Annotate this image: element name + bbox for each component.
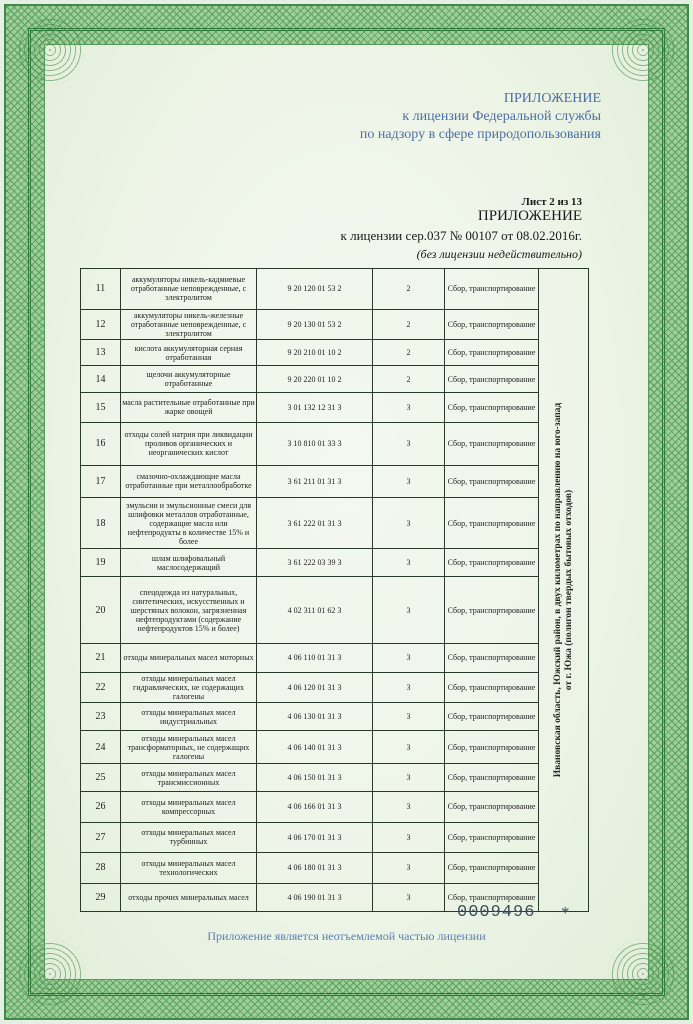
- waste-name: кислота аккумуляторная серная отработанная: [121, 339, 257, 365]
- footer-note: Приложение является неотъемлемой частью лицензии: [207, 929, 486, 943]
- row-number: 21: [81, 644, 121, 672]
- table-row: [81, 731, 589, 763]
- row-number: 17: [81, 465, 121, 497]
- table-row: [81, 792, 589, 822]
- row-number: 16: [81, 423, 121, 466]
- table-row: [81, 423, 589, 466]
- header-subtitle-2: по надзору в сфере природопользования: [359, 127, 601, 142]
- waste-code: 3 61 222 01 31 3: [257, 498, 373, 549]
- activity-type: Сбор, транспортирование: [445, 309, 539, 339]
- activity-type: Сбор, транспортирование: [445, 672, 539, 702]
- hazard-class: 2: [373, 366, 445, 392]
- waste-name: отходы минеральных масел технологических: [121, 853, 257, 883]
- activity-type: Сбор, транспортирование: [445, 269, 539, 310]
- license-reference: к лицензии сер.037 № 00107 от 08.02.2016г.: [340, 228, 582, 243]
- hazard-class: 3: [373, 703, 445, 731]
- waste-name: отходы минеральных масел моторных: [121, 644, 257, 672]
- table-row: [81, 269, 589, 310]
- waste-name: отходы солей натрия при ликвидации проливов органических и неорганических кислот: [121, 423, 257, 466]
- waste-name: масла растительные отработанные при жарке овощей: [121, 392, 257, 422]
- location-cell: [539, 269, 589, 912]
- waste-name: отходы минеральных масел турбинных: [121, 822, 257, 852]
- waste-name: отходы минеральных масел трансформаторных, не содержащих галогены: [121, 731, 257, 763]
- corner-rosette: [608, 15, 678, 85]
- waste-code: 3 61 222 03 39 3: [257, 548, 373, 576]
- row-number: 14: [81, 366, 121, 392]
- activity-type: Сбор, транспортирование: [445, 763, 539, 791]
- waste-name: смазочно-охлаждающие масла отработанные при металлообработке: [121, 465, 257, 497]
- row-number: 22: [81, 672, 121, 702]
- activity-type: Сбор, транспортирование: [445, 703, 539, 731]
- appendix-title: ПРИЛОЖЕНИЕ: [477, 208, 582, 224]
- waste-name: отходы минеральных масел трансмиссионных: [121, 763, 257, 791]
- row-number: 27: [81, 822, 121, 852]
- waste-name: спецодежда из натуральных, синтетических, искусственных и шерстяных волокон, загрязненная нефтепродуктами (содержание нефтепродуктов 15% и более): [121, 577, 257, 644]
- row-number: 25: [81, 763, 121, 791]
- waste-code: 9 20 120 01 53 2: [257, 269, 373, 310]
- hazard-class: 3: [373, 392, 445, 422]
- waste-name: эмульсии и эмульсионные смеси для шлифовки металлов отработанные, содержащие масла или нефтепродукты в количестве 15% и более: [121, 498, 257, 549]
- activity-type: Сбор, транспортирование: [445, 465, 539, 497]
- printed-header: [360, 90, 601, 144]
- hazard-class: 3: [373, 853, 445, 883]
- row-number: 12: [81, 309, 121, 339]
- location-text: Ивановская область, Южский район, в двух километрах по направлению на юго-запад от г. Южа (полигон твердых бытовых отходов): [552, 402, 574, 778]
- activity-type: Сбор, транспортирование: [445, 792, 539, 822]
- activity-type: Сбор, транспортирование: [445, 366, 539, 392]
- row-number: 15: [81, 392, 121, 422]
- waste-code: 9 20 210 01 10 2: [257, 339, 373, 365]
- waste-code: 4 06 140 01 31 3: [257, 731, 373, 763]
- waste-code: 4 06 170 01 31 3: [257, 822, 373, 852]
- table-row: [81, 822, 589, 852]
- sheet-number: Лист 2 из 13: [521, 196, 582, 208]
- table-row: [81, 498, 589, 549]
- waste-code: 3 10 810 01 33 3: [257, 423, 373, 466]
- waste-name: шлам шлифовальный маслосодержащий: [121, 548, 257, 576]
- hazard-class: 3: [373, 577, 445, 644]
- table-row: [81, 465, 589, 497]
- waste-name: аккумуляторы никель-кадмиевые отработанные неповрежденные, с электролитом: [121, 269, 257, 310]
- waste-name: щелочи аккумуляторные отработанные: [121, 366, 257, 392]
- corner-rosette: [15, 939, 85, 1009]
- table-row: [81, 644, 589, 672]
- waste-name: отходы минеральных масел гидравлических, не содержащих галогены: [121, 672, 257, 702]
- waste-code: 4 06 166 01 31 3: [257, 792, 373, 822]
- waste-code: 4 06 190 01 31 3: [257, 883, 373, 912]
- activity-type: Сбор, транспортирование: [445, 822, 539, 852]
- activity-type: Сбор, транспортирование: [445, 498, 539, 549]
- row-number: 13: [81, 339, 121, 365]
- table-row: [81, 703, 589, 731]
- waste-code: 4 06 130 01 31 3: [257, 703, 373, 731]
- waste-name: аккумуляторы никель-железные отработанные неповрежденные, с электролитом: [121, 309, 257, 339]
- activity-type: Сбор, транспортирование: [445, 853, 539, 883]
- row-number: 20: [81, 577, 121, 644]
- table-row: [81, 853, 589, 883]
- serial-mark: *: [561, 903, 570, 922]
- row-number: 23: [81, 703, 121, 731]
- activity-type: Сбор, транспортирование: [445, 548, 539, 576]
- hazard-class: 2: [373, 309, 445, 339]
- activity-type: Сбор, транспортирование: [445, 577, 539, 644]
- header-title: ПРИЛОЖЕНИЕ: [503, 91, 601, 106]
- table-row: [81, 366, 589, 392]
- table-row: [81, 392, 589, 422]
- hazard-class: 3: [373, 822, 445, 852]
- waste-code: 3 01 132 12 31 3: [257, 392, 373, 422]
- corner-rosette: [608, 939, 678, 1009]
- form-serial-number: 0009496: [457, 903, 536, 922]
- row-number: 26: [81, 792, 121, 822]
- table-row: [81, 763, 589, 791]
- hazard-class: 3: [373, 763, 445, 791]
- waste-name: отходы прочих минеральных масел: [121, 883, 257, 912]
- waste-code: 4 06 180 01 31 3: [257, 853, 373, 883]
- hazard-class: 3: [373, 548, 445, 576]
- hazard-class: 3: [373, 423, 445, 466]
- waste-table-body: [81, 269, 589, 912]
- hazard-class: 3: [373, 644, 445, 672]
- hazard-class: 3: [373, 792, 445, 822]
- table-row: [81, 672, 589, 702]
- waste-code: 4 06 120 01 31 3: [257, 672, 373, 702]
- activity-type: Сбор, транспортирование: [445, 339, 539, 365]
- activity-type: Сбор, транспортирование: [445, 644, 539, 672]
- table-row: [81, 548, 589, 576]
- row-number: 24: [81, 731, 121, 763]
- activity-type: Сбор, транспортирование: [445, 883, 539, 912]
- table-row: [81, 339, 589, 365]
- row-number: 18: [81, 498, 121, 549]
- waste-code: 4 06 150 01 31 3: [257, 763, 373, 791]
- hazard-class: 3: [373, 672, 445, 702]
- hazard-class: 3: [373, 465, 445, 497]
- hazard-class: 2: [373, 269, 445, 310]
- row-number: 29: [81, 883, 121, 912]
- table-row: [81, 309, 589, 339]
- row-number: 19: [81, 548, 121, 576]
- waste-name: отходы минеральных масел компрессорных: [121, 792, 257, 822]
- row-number: 28: [81, 853, 121, 883]
- hazard-class: 3: [373, 731, 445, 763]
- activity-type: Сбор, транспортирование: [445, 731, 539, 763]
- hazard-class: 3: [373, 498, 445, 549]
- waste-code: 4 06 110 01 31 3: [257, 644, 373, 672]
- waste-name: отходы минеральных масел индустриальных: [121, 703, 257, 731]
- hazard-class: 2: [373, 339, 445, 365]
- activity-type: Сбор, транспортирование: [445, 392, 539, 422]
- waste-code: 3 61 211 01 31 3: [257, 465, 373, 497]
- table-row: [81, 577, 589, 644]
- waste-code: 9 20 220 01 10 2: [257, 366, 373, 392]
- waste-code: 9 20 130 01 53 2: [257, 309, 373, 339]
- hazard-class: 3: [373, 883, 445, 912]
- row-number: 11: [81, 269, 121, 310]
- waste-code: 4 02 311 01 62 3: [257, 577, 373, 644]
- corner-rosette: [15, 15, 85, 85]
- header-subtitle-1: к лицензии Федеральной службы: [402, 109, 601, 124]
- validity-note: (без лицензии недействительно): [416, 247, 582, 261]
- waste-table: [80, 268, 589, 912]
- activity-type: Сбор, транспортирование: [445, 423, 539, 466]
